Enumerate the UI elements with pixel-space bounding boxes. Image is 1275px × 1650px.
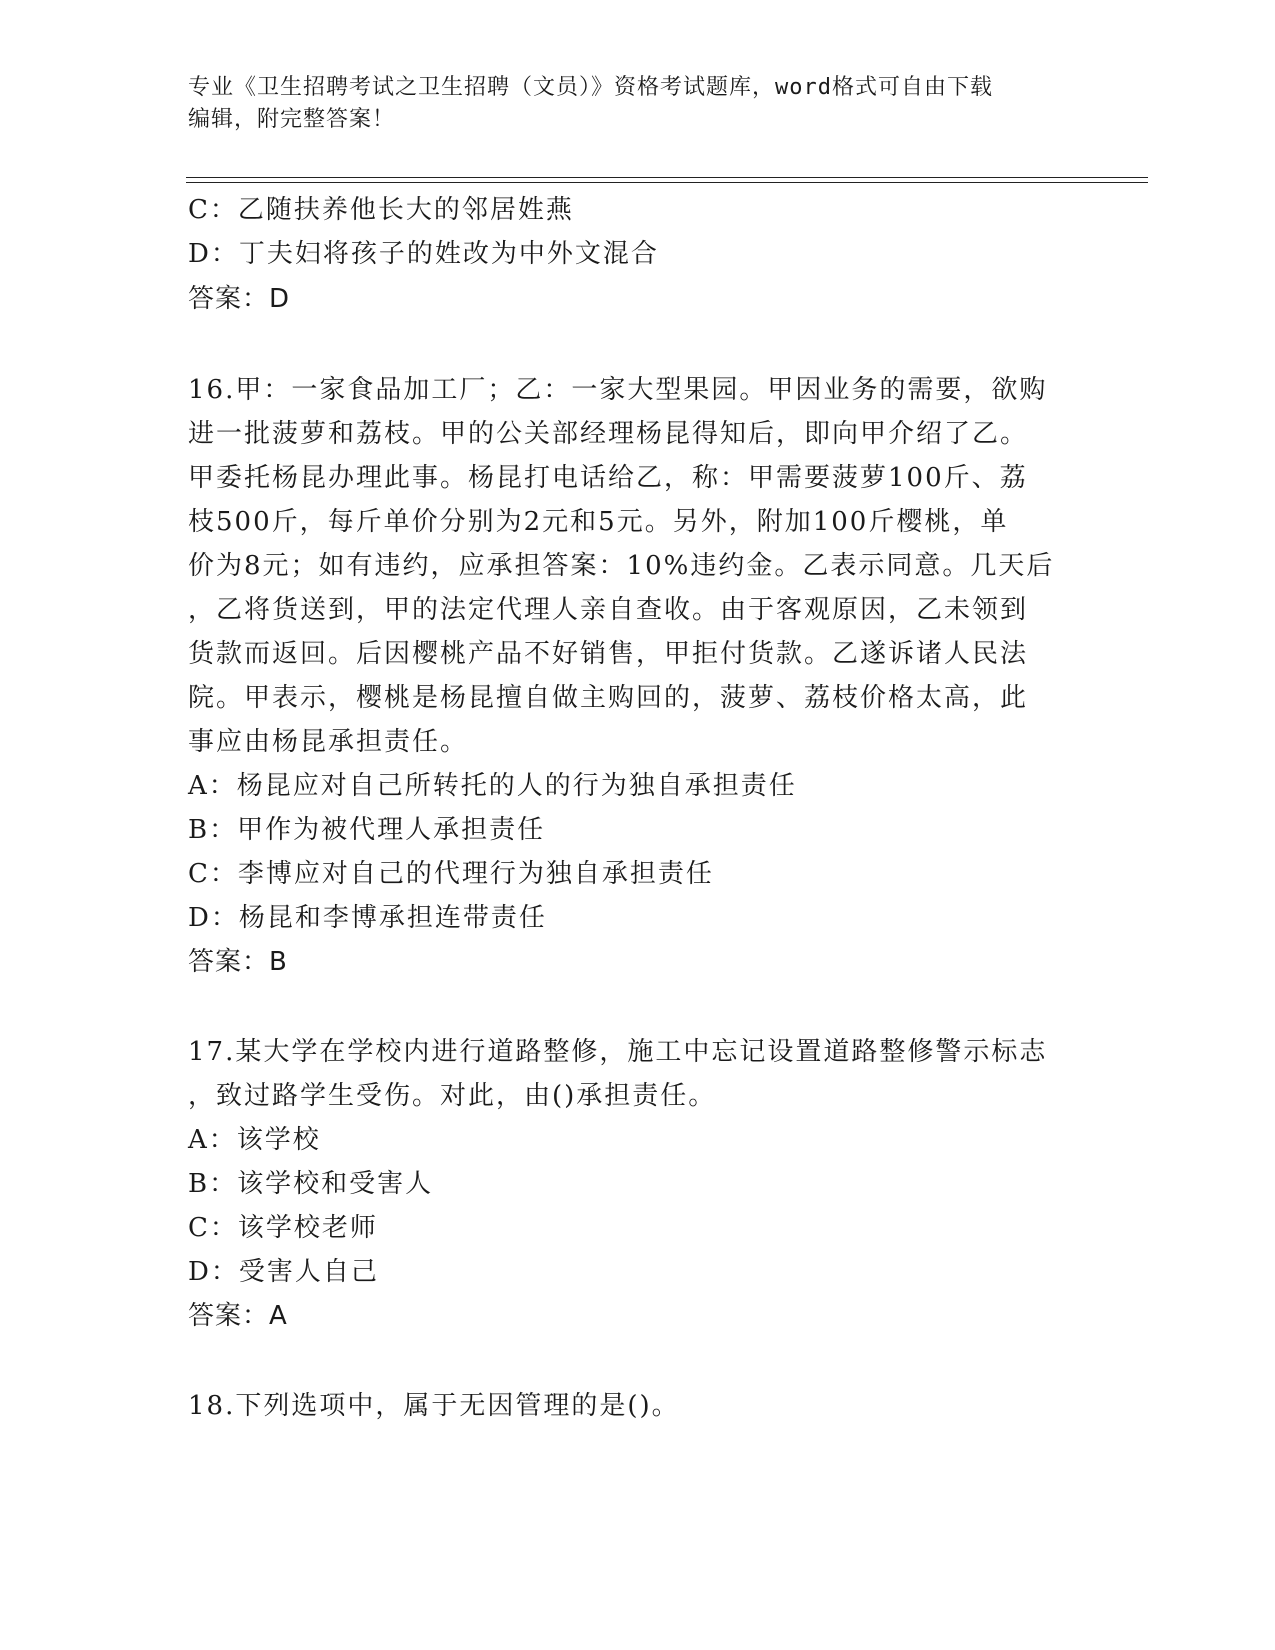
q16-stem-line: 事应由杨昆承担责任。: [188, 727, 469, 757]
q16-option-b: B：甲作为被代理人承担责任: [188, 815, 546, 845]
q16-stem-line: 甲委托杨昆办理此事。杨昆打电话给乙，称：甲需要菠萝100斤、荔: [188, 463, 1028, 493]
page-header: [188, 72, 1088, 136]
q17-option-d: D：受害人自己: [188, 1257, 379, 1287]
q15-answer: 答案：D: [188, 284, 291, 314]
q16-stem-line: ，乙将货送到，甲的法定代理人亲自查收。由于客观原因，乙未领到: [188, 595, 1029, 625]
q16-option-d: D：杨昆和李博承担连带责任: [188, 903, 547, 933]
q18-stem: 18.下列选项中，属于无因管理的是()。: [188, 1391, 680, 1421]
q16-stem-line: 货款而返回。后因樱桃产品不好销售，甲拒付货款。乙遂诉诸人民法: [188, 639, 1029, 669]
q17-option-c: C：该学校老师: [188, 1213, 378, 1243]
q15-option-d: D：丁夫妇将孩子的姓改为中外文混合: [188, 239, 659, 269]
q16-stem-line: 枝500斤，每斤单价分别为2元和5元。另外，附加100斤樱桃，单: [188, 507, 1009, 537]
q16-stem-line: 院。甲表示，樱桃是杨昆擅自做主购回的，菠萝、荔枝价格太高，此: [188, 683, 1029, 713]
header-line-2: 编辑，附完整答案！: [188, 107, 396, 132]
header-divider-top: [186, 177, 1148, 178]
q17-answer: 答案：A: [188, 1301, 288, 1331]
q16-option-a: A：杨昆应对自己所转托的人的行为独自承担责任: [188, 771, 797, 801]
q16-stem-line: 价为8元；如有违约，应承担答案：10%违约金。乙表示同意。几天后: [188, 551, 1055, 581]
header-line-1: 专业《卫生招聘考试之卫生招聘（文员）》资格考试题库，word格式可自由下载: [188, 75, 993, 100]
q17-option-b: B：该学校和受害人: [188, 1169, 434, 1199]
q16-answer: 答案：B: [188, 947, 288, 977]
q15-option-c: C：乙随扶养他长大的邻居姓燕: [188, 195, 574, 225]
q16-stem-line: 进一批菠萝和荔枝。甲的公关部经理杨昆得知后，即向甲介绍了乙。: [188, 419, 1029, 449]
q16-stem-line: 16.甲：一家食品加工厂；乙：一家大型果园。甲因业务的需要，欲购: [188, 375, 1048, 405]
q17-stem-line: ，致过路学生受伤。对此，由()承担责任。: [188, 1081, 717, 1111]
q17-stem-line: 17.某大学在学校内进行道路整修，施工中忘记设置道路整修警示标志: [188, 1037, 1048, 1067]
q16-option-c: C：李博应对自己的代理行为独自承担责任: [188, 859, 714, 889]
header-divider-bottom: [186, 182, 1148, 183]
q17-option-a: A：该学校: [188, 1125, 321, 1155]
